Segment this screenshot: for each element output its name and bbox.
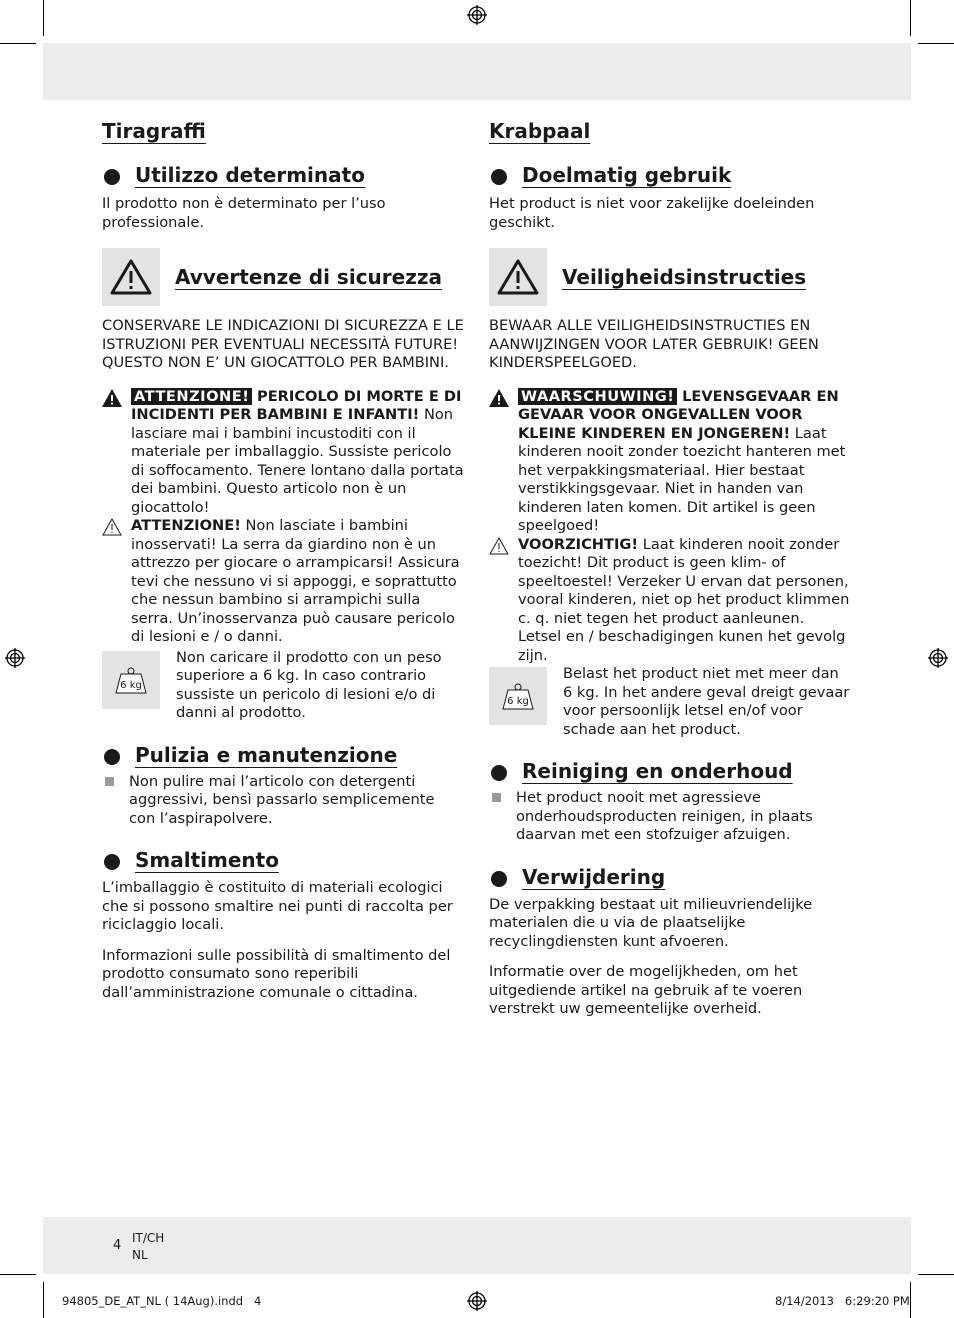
bullet-icon — [104, 854, 120, 870]
section-heading-text: Smaltimento — [135, 848, 279, 872]
warning-block — [489, 388, 851, 536]
warning-body: Non lasciare mai i bambini incustoditi con il materiale per imballaggio. Sussiste pericolo di soffocamento. Tenere lontano dalla portata dei bambini. Questo articolo non è un giocattolo! — [131, 406, 464, 516]
crop-mark — [910, 0, 911, 36]
page-number: 4 — [113, 1238, 122, 1253]
registration-mark-icon — [467, 1291, 487, 1311]
warning-triangle-icon — [489, 248, 547, 306]
column-italian — [102, 119, 464, 1002]
list-item: Non pulire mai l’articolo con detergenti aggressivi, bensì passarlo semplicemente con l’aspirapolvere. — [102, 773, 464, 829]
weight-icon — [489, 667, 547, 725]
crop-mark — [43, 1282, 44, 1318]
warning-badge: WAARSCHUWING! — [518, 388, 677, 405]
warning-bold: LEVENSGEVAAR EN GEVAAR VOOR ONGEVALLEN VOOR KLEINE KINDEREN EN JONGEREN! — [518, 387, 839, 442]
paragraph: Het product is niet voor zakelijke doeleinden geschikt. — [489, 195, 815, 231]
bullet-icon — [491, 871, 507, 887]
caution-block — [489, 536, 851, 666]
caution-bold: ATTENZIONE! — [131, 517, 241, 534]
bullet-icon — [104, 749, 120, 765]
language-code: NL — [132, 1248, 148, 1262]
footer-band — [43, 1217, 911, 1274]
safety-heading: Avvertenze di sicurezza — [175, 264, 442, 289]
language-code: IT/CH — [132, 1231, 165, 1245]
warning-solid-icon — [102, 389, 122, 407]
section-heading — [102, 848, 464, 877]
section-heading-text: Utilizzo determinato — [135, 163, 365, 187]
caution-block — [102, 517, 464, 647]
paragraph: L’imballaggio è costituito di materiali ecologici che si possono smaltire nei punti di raccolta per riciclaggio locali. — [102, 879, 453, 933]
section-heading-text: Doelmatig gebruik — [522, 163, 732, 187]
warning-bold: PERICOLO DI MORTE E DI INCIDENTI PER BAMBINI E INFANTI! — [131, 387, 462, 423]
crop-mark — [918, 1274, 954, 1275]
caution-text — [131, 517, 464, 647]
crop-mark — [43, 0, 44, 36]
paragraph: BEWAAR ALLE VEILIGHEIDSINSTRUCTIES EN AANWIJZINGEN VOOR LATER GEBRUIK! GEEN KINDERSPEELGOED. — [489, 317, 819, 371]
section-heading-text: Verwijdering — [522, 864, 666, 889]
section-heading — [489, 163, 851, 192]
warning-body: Laat kinderen nooit zonder toezicht hanteren met het verpakkingsmateriaal. Hier bestaat verstikkingsgevaar. Niet in handen van kinderen laten komen. Dit artikel is geen speelgoed! — [518, 424, 846, 534]
print-timestamp: 8/14/2013 6:29:20 PM — [775, 1294, 910, 1308]
product-title: Tiragraffi — [102, 119, 206, 143]
caution-outline-icon — [102, 518, 122, 536]
paragraph: Informatie over de mogelijkheden, om het uitgediende artikel na gebruik af te voeren verstrekt uw gemeentelijke overheid. — [489, 963, 803, 1017]
crop-mark — [910, 1282, 911, 1318]
weight-icon — [102, 651, 160, 709]
caution-outline-icon — [489, 537, 509, 555]
weight-icon-label: 6 kg — [120, 679, 142, 691]
column-dutch — [489, 119, 851, 1019]
weight-note — [489, 665, 851, 739]
bullet-icon — [491, 169, 507, 185]
header-band — [43, 43, 911, 100]
warning-text — [131, 388, 464, 518]
crop-mark — [0, 43, 36, 44]
bullet-icon — [104, 169, 120, 185]
warning-solid-icon — [489, 389, 509, 407]
section-heading-text: Reiniging en onderhoud — [522, 759, 793, 783]
warning-badge: ATTENZIONE! — [131, 388, 252, 405]
weight-note — [102, 649, 464, 723]
weight-text: Belast het product niet met meer dan 6 kg. In het andere geval dreigt gevaar voor persoonlijk letsel en/of voor schade aan het product. — [563, 665, 850, 738]
caution-body: Laat kinderen nooit zonder toezicht! Dit product is geen klim- of speeltoestel! Verzeker U ervan dat personen, vooral kinderen, niet op het product klimmen c. q. niet tegen het product aanleunen. Letsel en / beschadigingen kunen het gevolg zijn. — [518, 535, 850, 664]
list-item: Het product nooit met agressieve onderhoudsproducten reinigen, in plaats daarvan met een stofzuiger afzuigen. — [489, 789, 851, 845]
crop-mark — [0, 1274, 36, 1275]
bullet-icon — [491, 765, 507, 781]
section-heading — [489, 759, 851, 788]
crop-mark — [918, 43, 954, 44]
safety-header — [102, 248, 464, 306]
caution-bold: VOORZICHTIG! — [518, 535, 639, 553]
section-heading-text: Pulizia e manutenzione — [135, 742, 398, 767]
safety-header — [489, 248, 851, 306]
paragraph: De verpakking bestaat uit milieuvriendelijke materialen die u via de plaatselijke recyclingdiensten kunt afvoeren. — [489, 895, 813, 950]
warning-triangle-icon — [102, 248, 160, 306]
file-name: 94805_DE_AT_NL ( 14Aug).indd 4 — [62, 1294, 262, 1308]
section-heading — [102, 163, 464, 192]
section-heading — [102, 742, 464, 772]
caution-text — [518, 536, 851, 666]
paragraph: Informazioni sulle possibilità di smaltimento del prodotto consumato sono reperibili dall’amministrazione comunale o cittadina. — [102, 946, 451, 1001]
warning-text — [518, 388, 851, 536]
product-title: Krabpaal — [489, 119, 591, 143]
registration-mark-icon — [5, 648, 25, 668]
safety-heading: Veiligheidsinstructies — [562, 264, 807, 289]
paragraph: Il prodotto non è determinato per l’uso professionale. — [102, 195, 386, 231]
registration-mark-icon — [467, 5, 487, 25]
weight-text: Non caricare il prodotto con un peso superiore a 6 kg. In caso contrario sussiste un pericolo di lesioni e/o di danni al prodotto. — [176, 648, 442, 721]
caution-body: Non lasciate i bambini inosservati! La serra da giardino non è un attrezzo per giocare o arrampicarsi! Assicura tevi che nessuno vi si appoggi, e soprattutto che nessun bambino si arrampichi sulla serra. Un’inosservanza può causare pericolo di lesioni e / o danni. — [131, 517, 460, 645]
warning-block — [102, 388, 464, 518]
section-heading — [489, 864, 851, 894]
paragraph: CONSERVARE LE INDICAZIONI DI SICUREZZA E LE ISTRUZIONI PER EVENTUALI NECESSITÀ FUTURE! QUESTO NON E’ UN GIOCATTOLO PER BAMBINI. — [102, 317, 464, 371]
weight-icon-label: 6 kg — [507, 696, 529, 707]
registration-mark-icon — [928, 648, 948, 668]
